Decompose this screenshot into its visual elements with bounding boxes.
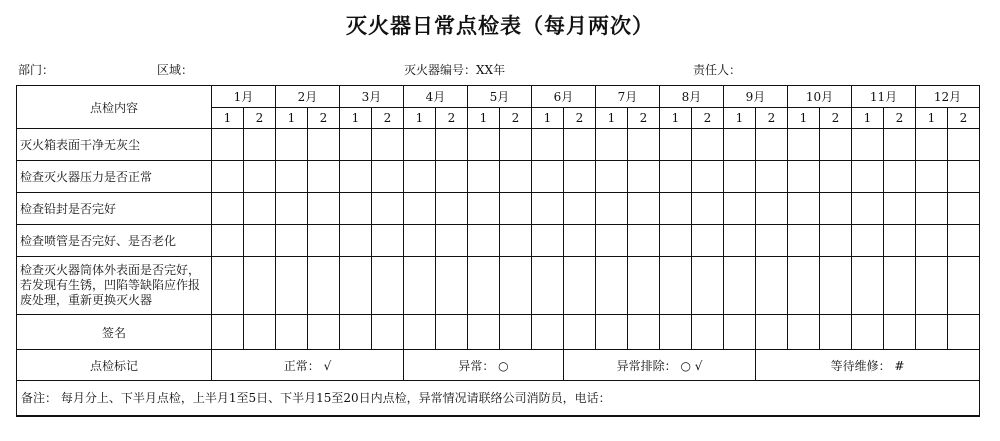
check-cell[interactable] — [340, 161, 372, 193]
check-cell[interactable] — [308, 161, 340, 193]
mark-legend-row — [17, 350, 980, 381]
month-header: 4月 — [404, 86, 468, 108]
check-cell[interactable] — [948, 129, 980, 161]
half-month-header: 2 — [628, 108, 660, 129]
check-cell[interactable] — [628, 257, 660, 315]
check-cell[interactable] — [404, 161, 436, 193]
check-cell[interactable] — [564, 129, 596, 161]
check-cell[interactable] — [820, 161, 852, 193]
month-header: 2月 — [276, 86, 340, 108]
half-month-header: 2 — [244, 108, 276, 129]
check-cell[interactable] — [372, 257, 404, 315]
half-month-header: 2 — [564, 108, 596, 129]
check-cell[interactable] — [820, 225, 852, 257]
check-cell[interactable] — [596, 225, 628, 257]
inspection-item-label: 灭火箱表面干净无灰尘 — [17, 129, 212, 161]
legend-abnormal: 异常： ○ — [404, 350, 564, 381]
check-cell[interactable] — [596, 193, 628, 225]
legend-normal: 正常： √ — [212, 350, 404, 381]
mark-legend-label: 点检标记 — [17, 350, 212, 381]
half-month-header: 1 — [532, 108, 564, 129]
check-cell[interactable] — [628, 161, 660, 193]
check-cell[interactable] — [532, 129, 564, 161]
check-cell[interactable] — [884, 193, 916, 225]
half-month-header: 1 — [276, 108, 308, 129]
check-cell[interactable] — [852, 225, 884, 257]
check-cell[interactable] — [212, 257, 244, 315]
half-month-header: 2 — [820, 108, 852, 129]
check-cell[interactable] — [948, 193, 980, 225]
signature-cell[interactable] — [308, 315, 340, 350]
month-header: 12月 — [916, 86, 980, 108]
check-cell[interactable] — [532, 193, 564, 225]
check-cell[interactable] — [244, 193, 276, 225]
check-cell[interactable] — [596, 161, 628, 193]
check-cell[interactable] — [692, 225, 724, 257]
check-cell[interactable] — [564, 257, 596, 315]
signature-cell[interactable] — [660, 315, 692, 350]
check-cell[interactable] — [244, 225, 276, 257]
check-cell[interactable] — [820, 129, 852, 161]
half-month-header: 1 — [468, 108, 500, 129]
note-row — [17, 381, 980, 416]
signature-label: 签名 — [17, 315, 212, 350]
check-cell[interactable] — [660, 193, 692, 225]
dept-label: 部门： — [18, 63, 55, 77]
half-month-header: 1 — [916, 108, 948, 129]
signature-cell[interactable] — [788, 315, 820, 350]
half-month-header: 1 — [404, 108, 436, 129]
half-month-header: 2 — [692, 108, 724, 129]
check-cell[interactable] — [692, 257, 724, 315]
inspection-table — [16, 85, 980, 417]
check-cell[interactable] — [852, 129, 884, 161]
check-cell[interactable] — [564, 193, 596, 225]
check-cell[interactable] — [724, 193, 756, 225]
check-cell[interactable] — [884, 129, 916, 161]
check-cell[interactable] — [692, 129, 724, 161]
half-month-header: 2 — [756, 108, 788, 129]
check-cell[interactable] — [756, 193, 788, 225]
check-cell[interactable] — [916, 225, 948, 257]
check-cell[interactable] — [468, 193, 500, 225]
check-cell[interactable] — [852, 161, 884, 193]
inspection-item-row — [17, 193, 980, 225]
check-cell[interactable] — [308, 257, 340, 315]
check-cell[interactable] — [532, 225, 564, 257]
check-cell[interactable] — [916, 193, 948, 225]
check-cell[interactable] — [340, 129, 372, 161]
check-cell[interactable] — [788, 225, 820, 257]
legend-resolved: 异常排除： ○ √ — [564, 350, 756, 381]
month-header: 3月 — [340, 86, 404, 108]
check-cell[interactable] — [436, 257, 468, 315]
signature-cell[interactable] — [948, 315, 980, 350]
inspection-item-row — [17, 129, 980, 161]
check-cell[interactable] — [468, 161, 500, 193]
month-header-row — [17, 86, 980, 108]
check-cell[interactable] — [596, 129, 628, 161]
check-cell[interactable] — [852, 257, 884, 315]
check-cell[interactable] — [948, 225, 980, 257]
check-cell[interactable] — [820, 257, 852, 315]
check-cell[interactable] — [212, 129, 244, 161]
item-column-header: 点检内容 — [17, 86, 212, 129]
signature-cell[interactable] — [756, 315, 788, 350]
half-month-header: 1 — [788, 108, 820, 129]
check-cell[interactable] — [340, 257, 372, 315]
check-cell[interactable] — [660, 225, 692, 257]
check-cell[interactable] — [660, 129, 692, 161]
check-cell[interactable] — [500, 193, 532, 225]
half-month-header: 2 — [436, 108, 468, 129]
half-month-header: 2 — [500, 108, 532, 129]
check-cell[interactable] — [500, 129, 532, 161]
half-month-header: 1 — [340, 108, 372, 129]
half-month-header: 1 — [212, 108, 244, 129]
check-cell[interactable] — [628, 225, 660, 257]
month-header: 10月 — [788, 86, 852, 108]
check-cell[interactable] — [884, 257, 916, 315]
check-cell[interactable] — [212, 193, 244, 225]
check-cell[interactable] — [468, 257, 500, 315]
inspection-item-row — [17, 257, 980, 315]
check-cell[interactable] — [276, 161, 308, 193]
signature-cell[interactable] — [852, 315, 884, 350]
check-cell[interactable] — [404, 193, 436, 225]
check-cell[interactable] — [276, 193, 308, 225]
signature-cell[interactable] — [532, 315, 564, 350]
check-cell[interactable] — [436, 129, 468, 161]
check-cell[interactable] — [212, 161, 244, 193]
half-month-header: 2 — [308, 108, 340, 129]
check-cell[interactable] — [276, 225, 308, 257]
check-cell[interactable] — [500, 161, 532, 193]
inspection-item-row — [17, 161, 980, 193]
check-cell[interactable] — [372, 129, 404, 161]
check-cell[interactable] — [532, 161, 564, 193]
check-cell[interactable] — [852, 193, 884, 225]
check-cell[interactable] — [340, 225, 372, 257]
signature-cell[interactable] — [692, 315, 724, 350]
month-header: 11月 — [852, 86, 916, 108]
check-cell[interactable] — [724, 161, 756, 193]
signature-cell[interactable] — [500, 315, 532, 350]
signature-cell[interactable] — [724, 315, 756, 350]
check-cell[interactable] — [724, 257, 756, 315]
month-header: 5月 — [468, 86, 532, 108]
check-cell[interactable] — [468, 225, 500, 257]
check-cell[interactable] — [468, 129, 500, 161]
month-header: 8月 — [660, 86, 724, 108]
check-cell[interactable] — [884, 161, 916, 193]
check-cell[interactable] — [500, 225, 532, 257]
month-header: 1月 — [212, 86, 276, 108]
check-cell[interactable] — [308, 225, 340, 257]
signature-cell[interactable] — [436, 315, 468, 350]
check-cell[interactable] — [436, 161, 468, 193]
check-cell[interactable] — [244, 257, 276, 315]
check-cell[interactable] — [308, 129, 340, 161]
check-cell[interactable] — [756, 129, 788, 161]
inspection-item-label: 检查喷管是否完好、是否老化 — [17, 225, 212, 257]
check-cell[interactable] — [372, 193, 404, 225]
check-cell[interactable] — [436, 225, 468, 257]
check-cell[interactable] — [916, 257, 948, 315]
check-cell[interactable] — [596, 257, 628, 315]
check-cell[interactable] — [212, 225, 244, 257]
signature-cell[interactable] — [244, 315, 276, 350]
check-cell[interactable] — [500, 257, 532, 315]
half-month-header: 1 — [660, 108, 692, 129]
check-cell[interactable] — [788, 193, 820, 225]
month-header: 9月 — [724, 86, 788, 108]
check-cell[interactable] — [564, 161, 596, 193]
check-cell[interactable] — [404, 225, 436, 257]
half-month-header: 1 — [596, 108, 628, 129]
check-cell[interactable] — [916, 129, 948, 161]
check-cell[interactable] — [372, 225, 404, 257]
check-cell[interactable] — [532, 257, 564, 315]
check-cell[interactable] — [340, 193, 372, 225]
check-cell[interactable] — [948, 257, 980, 315]
signature-cell[interactable] — [276, 315, 308, 350]
signature-cell[interactable] — [820, 315, 852, 350]
check-cell[interactable] — [372, 161, 404, 193]
check-cell[interactable] — [756, 225, 788, 257]
check-cell[interactable] — [756, 257, 788, 315]
check-cell[interactable] — [756, 161, 788, 193]
half-month-header: 2 — [948, 108, 980, 129]
half-month-header: 1 — [852, 108, 884, 129]
check-cell[interactable] — [660, 257, 692, 315]
check-cell[interactable] — [692, 161, 724, 193]
check-cell[interactable] — [916, 161, 948, 193]
check-cell[interactable] — [948, 161, 980, 193]
remarks-text: 备注： 每月分上、下半月点检，上半月1至5日、下半月15至20日内点检，异常情况请联络公司消防员，电话： — [17, 381, 980, 416]
check-cell[interactable] — [404, 129, 436, 161]
signature-cell[interactable] — [404, 315, 436, 350]
half-month-header: 1 — [724, 108, 756, 129]
signature-cell[interactable] — [468, 315, 500, 350]
signature-cell[interactable] — [884, 315, 916, 350]
check-cell[interactable] — [628, 129, 660, 161]
signature-cell[interactable] — [340, 315, 372, 350]
half-month-header: 2 — [884, 108, 916, 129]
check-cell[interactable] — [724, 225, 756, 257]
signature-cell[interactable] — [596, 315, 628, 350]
signature-cell[interactable] — [628, 315, 660, 350]
check-cell[interactable] — [788, 161, 820, 193]
check-cell[interactable] — [308, 193, 340, 225]
check-cell[interactable] — [276, 257, 308, 315]
signature-cell[interactable] — [212, 315, 244, 350]
month-header: 7月 — [596, 86, 660, 108]
inspection-item-label: 检查铅封是否完好 — [17, 193, 212, 225]
month-header: 6月 — [532, 86, 596, 108]
check-cell[interactable] — [628, 193, 660, 225]
check-cell[interactable] — [276, 129, 308, 161]
check-cell[interactable] — [884, 225, 916, 257]
check-cell[interactable] — [788, 129, 820, 161]
half-month-header: 2 — [372, 108, 404, 129]
check-cell[interactable] — [660, 161, 692, 193]
page-title: 灭火器日常点检表（每月两次） — [346, 14, 654, 38]
legend-pending: 等待维修： # — [756, 350, 980, 381]
check-cell[interactable] — [436, 193, 468, 225]
check-cell[interactable] — [404, 257, 436, 315]
inspection-item-label: 检查灭火器压力是否正常 — [17, 161, 212, 193]
area-label: 区域： — [157, 63, 194, 77]
check-cell[interactable] — [820, 193, 852, 225]
check-cell[interactable] — [244, 129, 276, 161]
check-cell[interactable] — [788, 257, 820, 315]
extinguisher-number-label: 灭火器编号：XX年 — [404, 63, 506, 77]
signature-cell[interactable] — [564, 315, 596, 350]
responsible-person-label: 责任人： — [693, 63, 742, 77]
signature-cell[interactable] — [916, 315, 948, 350]
inspection-item-row — [17, 225, 980, 257]
check-cell[interactable] — [692, 193, 724, 225]
signature-cell[interactable] — [372, 315, 404, 350]
inspection-item-label: 检查灭火器筒体外表面是否完好，若发现有生锈，凹陷等缺陷应作报废处理，重新更换灭火器 — [17, 257, 212, 315]
signature-row — [17, 315, 980, 350]
check-cell[interactable] — [724, 129, 756, 161]
check-cell[interactable] — [244, 161, 276, 193]
check-cell[interactable] — [564, 225, 596, 257]
